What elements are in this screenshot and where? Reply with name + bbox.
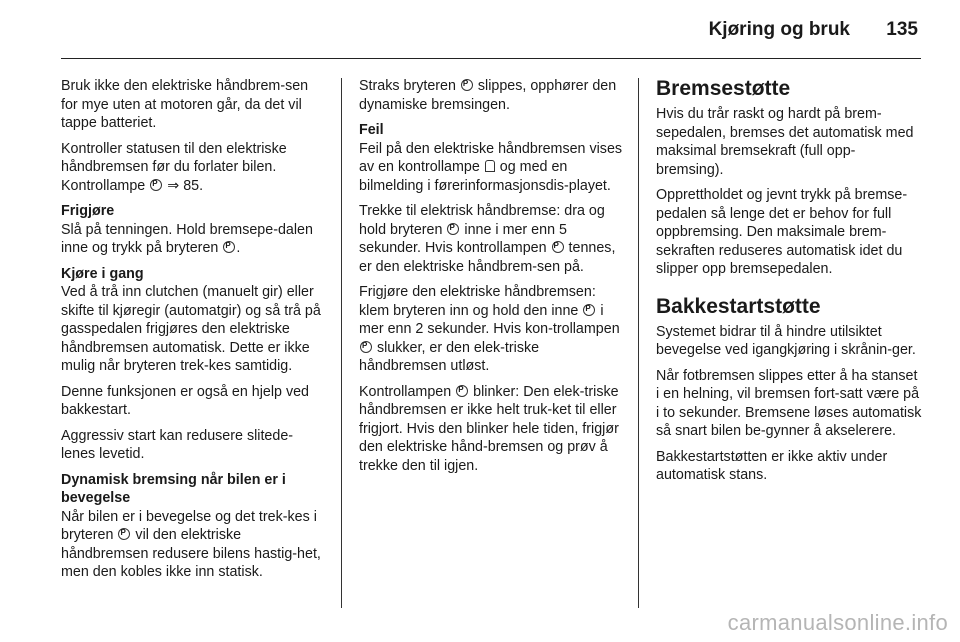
section-title: Bremsestøtte [656,77,791,100]
watermark: carmanualsonline.info [727,610,948,635]
paragraph: Opprettholdet og jevnt trykk på bremse-pedalen så lenge det er behov for full oppbremsing. Den maksimale brem-sekraften reduseres automatisk idet du slipper opp bremsepedalen. [656,187,908,277]
parking-brake-icon [118,528,130,540]
paragraph: Aggressiv start kan redusere slitede-lenes levetid. [61,427,294,462]
section-heading: Dynamisk bremsing når bilen er i bevegelse [61,471,286,506]
page-header [0,0,960,62]
paragraph: Bakkestartstøtten er ikke aktiv under automatisk stans. [656,448,888,483]
page-number: 135 [886,19,918,40]
paragraph: Frigjøre den elektriske håndbremsen: klem bryteren inn og hold den inne P i mer enn 2 sekunder. Hvis kon-trollampen P slukker, er den elek-triske håndbremsen utløst. [359,283,623,376]
section-heading: Feil [359,122,384,138]
warning-lamp-icon [485,160,495,172]
parking-brake-icon [360,341,372,353]
paragraph: Når fotbremsen slippes etter å ha stanset i en helning, vil bremsen fort-satt være på i to sekunder. Bremsene løses automatisk så snart bilen be-gynner å akselerere. [656,367,922,439]
parking-brake-icon [447,223,459,235]
paragraph: Systemet bidrar til å hindre utilsiktet bevegelse ved igangkjøring i skrånin-ger. [656,323,916,358]
paragraph: Trekke til elektrisk håndbremse: dra og hold bryteren P inne i mer enn 5 sekunder. Hvis kontrollampen P tennes, er den elektriske håndbrem-sen på. [359,202,623,276]
column-right [656,77,922,492]
page-ref-arrow-icon: ⇒ [167,177,180,194]
paragraph: Ved å trå inn clutchen (manuelt gir) eller skifte til kjøregir (automatgir) og så trå på gasspedalen frigjøres den elektriske håndbremsen automatisk. Dette er ikke mulig når bryteren trek-kes samtidig. [61,284,321,374]
parking-brake-icon [552,241,564,253]
page-title: Kjøring og bruk [708,19,850,40]
paragraph: Bruk ikke den elektriske håndbrem-sen for mye uten at motoren går, da det vil tappe batteriet. [61,78,309,131]
column-divider [638,78,639,608]
parking-brake-icon [583,304,595,316]
column-divider [341,78,342,608]
paragraph: Slå på tenningen. Hold bremsepe-dalen inne og trykk på bryteren P . [61,221,323,258]
section-title: Bakkestartstøtte [656,294,821,318]
paragraph: Kontrollampen P blinker: Den elek-triske håndbremsen er ikke helt truk-ket til eller frigjort. Hvis den blinker hele tiden, frigjør den elektriske hånd-bremsen og prøv å trekke den til igjen. [359,383,623,476]
column-middle [359,77,623,482]
parking-brake-icon [223,241,235,253]
parking-brake-icon [456,385,468,397]
parking-brake-icon [461,79,473,91]
paragraph: Kontroller statusen til den elektriske håndbremsen før du forlater bilen. Kontrollampe P ⇒ 85. [61,140,323,196]
paragraph: Straks bryteren P slippes, opphører den dynamiske bremsingen. [359,77,623,114]
paragraph: Hvis du trår raskt og hardt på brem-sepedalen, bremses det automatisk med maksimal bremsekraft (full opp-bremsing). [656,106,914,178]
paragraph: Denne funksjonen er også en hjelp ved bakkestart. [61,383,309,418]
section-heading: Kjøre i gang [61,265,144,282]
parking-brake-icon [150,179,162,191]
paragraph: Feil på den elektriske håndbremsen vises av en kontrollampe og med en bilmelding i førerinformasjonsdis-playet. [359,140,623,194]
header-rule [61,58,921,59]
paragraph: Når bilen er i bevegelse og det trek-kes i bryteren P vil den elektriske håndbremsen redusere bilens hastig-het, men den kobles ikke inn statisk. [61,508,323,582]
column-left [61,77,323,589]
section-heading: Frigjøre [61,203,115,219]
